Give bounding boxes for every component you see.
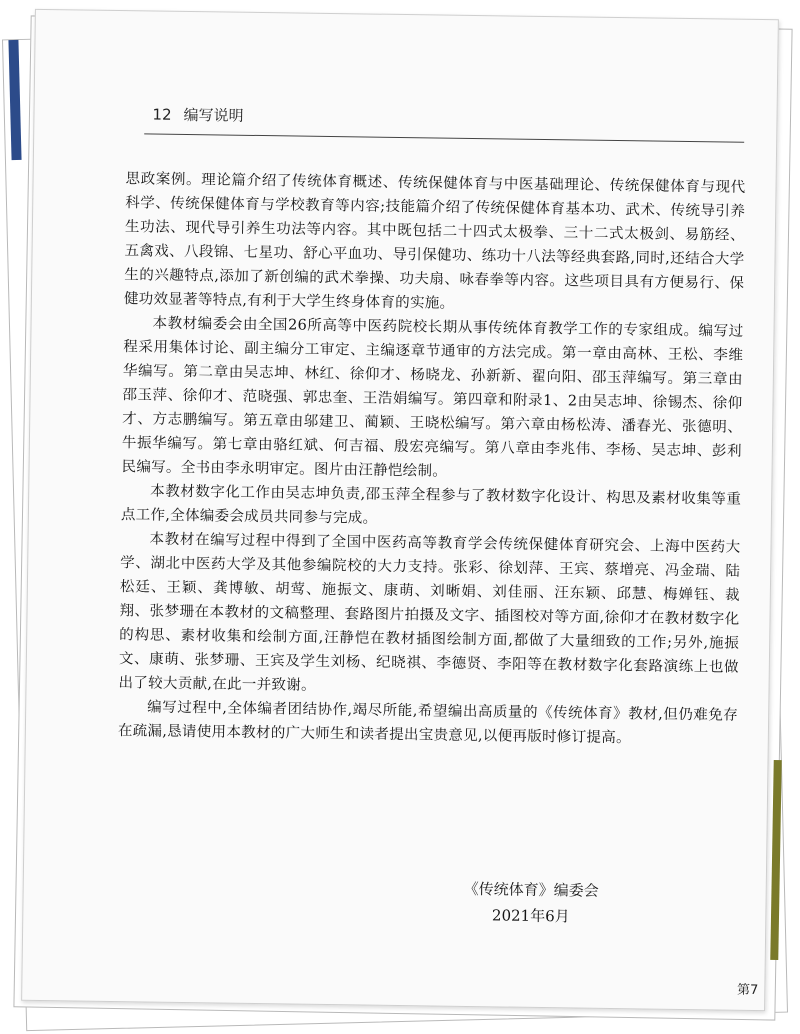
paragraph-1: 思政案例。理论篇介绍了传统体育概述、传统保健体育与中医基础理论、传统保健体育与现代科学、传统保健体育与学校教育等内容;技能篇介绍了传统保健体育基本功、武术、传统导引养生功法、现代导引养生功法等内容。其中既包括二十四式太极拳、三十二式太极剑、易筋经、五禽戏、八段锦、七星功、舒心平血功、导引保健功、练功十八法等经典套路,同时,还结合大学生的兴趣特点,添加了新创编的武术拳操、功夫扇、咏春拳等内容。这些项目具有方便易行、保健功效显著等特点,有利于大学生终身体育的实施。 [123, 171, 746, 312]
page-number: 12 [152, 105, 172, 124]
paragraph-2: 本教材编委会由全国26所高等中医药院校长期从事传统体育教学工作的专家组成。编写过程采用集体讨论、副主编分工审定、主编逐章节通审的方法完成。第一章由高林、王松、李维华编写。第二章由吴志坤、林红、徐仰才、杨晓龙、孙新新、翟向阳、邵玉萍编写。第三章由邵玉萍、徐仰才、范晓强、郭忠奎、王浩娟编写。第四章和附录1、2由吴志坤、徐锡杰、徐仰才、方志鹏编写。第五章由邬建卫、蔺颖、王晓松编写。第六章由杨松涛、潘春光、张德明、牛振华编写。第七章由骆红斌、何吉福、殷宏亮编写。第八章由李兆伟、李杨、吴志坤、彭利民编写。全书由李永明审定。图片由汪静恺绘制。 [121, 315, 744, 480]
header-rule [144, 133, 744, 142]
body-text [118, 167, 746, 752]
paragraph-3: 本教材数字化工作由吴志坤负责,邵玉萍全程参与了教材数字化设计、构思及素材收集等重点工作,全体编委会成员共同参与完成。 [120, 483, 742, 527]
running-header [152, 104, 243, 126]
committee-name: 《传统体育》编委会 [463, 879, 599, 900]
section-title: 编写说明 [183, 105, 244, 125]
paragraph-4: 本教材在编写过程中得到了全国中医药高等教育学会传统保健体育研究会、上海中医药大学、湖北中医药大学及其他参编院校的大力支持。张彩、徐划萍、王宾、蔡增亮、冯金瑞、陆松廷、王颖、龚博敏、胡莺、施振文、康萌、刘晰娟、刘佳丽、汪东颖、邱慧、梅婵钰、裁翔、张梦珊在本教材的文稿整理、套路图片拍摄及文字、插图校对等方面,徐仰才在教材数字化的构思、素材收集和绘制方面,汪静恺在教材插图绘制方面,都做了大量细致的工作;另外,施振文、康萌、张梦珊、王宾及学生刘杨、纪晓祺、李德贤、李阳等在教材数字化套路演练上也做出了较大贡献,在此一并致谢。 [118, 531, 741, 694]
document-page [21, 9, 779, 1011]
signature-date: 2021年6月 [491, 906, 570, 926]
paragraph-5: 编写过程中,全体编者团结协作,竭尽所能,希望编出高质量的《传统体育》教材,但仍难免存在疏漏,恳请使用本教材的广大师生和读者提出宝贵意见,以便再版时修订提高。 [117, 699, 739, 747]
signature-block [463, 876, 599, 930]
next-page-corner-label: 第7 [736, 982, 759, 999]
